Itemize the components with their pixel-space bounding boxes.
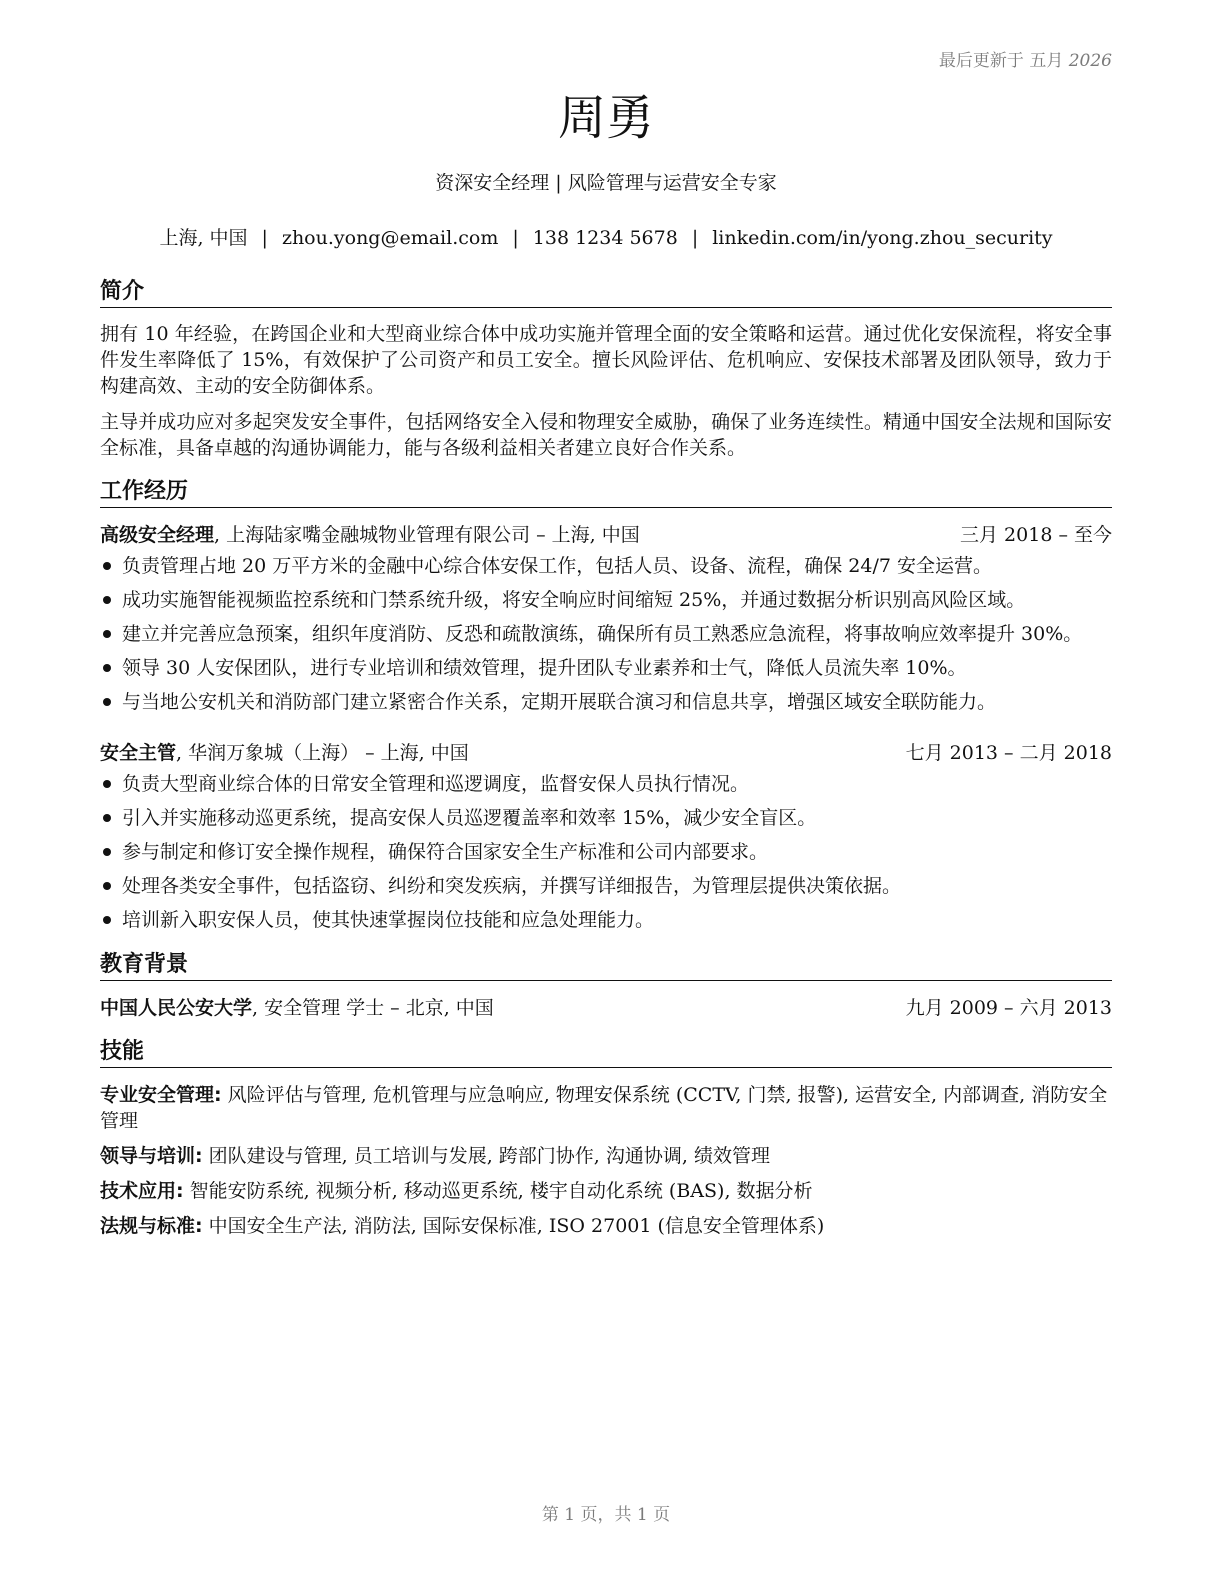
education-dates: 九月 2009 – 六月 2013 xyxy=(905,997,1112,1019)
job-dates: 三月 2018 – 至今 xyxy=(960,524,1112,546)
skill-value: 团队建设与管理, 员工培训与发展, 跨部门协作, 沟通协调, 绩效管理 xyxy=(202,1145,770,1167)
summary-paragraph: 拥有 10 年经验，在跨国企业和大型商业综合体中成功实施并管理全面的安全策略和运营。通过优化安保流程，将安全事件发生率降低了 15%，有效保护了公司资产和员工安全。擅长风险评估、危机响应、安保技术部署及团队领导，致力于构建高效、主动的安全防御体系。 xyxy=(100,323,1112,397)
section-title-summary: 简介 xyxy=(100,278,1112,308)
education-details: , 安全管理 学士 – 北京, 中国 xyxy=(252,997,494,1019)
list-item: 建立并完善应急预案，组织年度消防、反恐和疏散演练，确保所有员工熟悉应急流程，将事故响应效率提升 30%。 xyxy=(100,621,1112,655)
resume-page xyxy=(100,0,1112,1584)
contact-phone: 138 1234 5678 xyxy=(532,227,678,249)
summary-paragraph: 主导并成功应对多起突发安全事件，包括网络安全入侵和物理安全威胁，确保了业务连续性。精通中国安全法规和国际安全标准，具备卓越的沟通协调能力，能与各级利益相关者建立良好合作关系。 xyxy=(100,411,1112,459)
last-updated xyxy=(939,46,1112,71)
contact-separator: | xyxy=(512,227,519,249)
skill-label: 领导与培训: xyxy=(100,1145,203,1167)
contact-location: 上海, 中国 xyxy=(159,227,248,249)
job-bullets xyxy=(100,553,1112,723)
education-entry xyxy=(100,995,1112,1021)
skill-row xyxy=(100,1082,1112,1134)
section-title-experience: 工作经历 xyxy=(100,478,1112,508)
last-updated-label: 最后更新于 五月 xyxy=(938,51,1064,71)
skill-row xyxy=(100,1213,1112,1239)
page-footer: 第 1 页，共 1 页 xyxy=(541,1505,671,1525)
job-company: , 上海陆家嘴金融城物业管理有限公司 – 上海, 中国 xyxy=(214,524,640,546)
job-company: , 华润万象城（上海） – 上海, 中国 xyxy=(176,742,469,764)
candidate-name: 周勇 xyxy=(557,90,654,146)
contact-separator: | xyxy=(261,227,268,249)
contact-separator: | xyxy=(691,227,699,249)
list-item: 领导 30 人安保团队，进行专业培训和绩效管理，提升团队专业素养和士气，降低人员流失率 10%。 xyxy=(100,655,1112,689)
list-item: 处理各类安全事件，包括盗窃、纠纷和突发疾病，并撰写详细报告，为管理层提供决策依据。 xyxy=(100,873,1112,907)
list-item: 与当地公安机关和消防部门建立紧密合作关系，定期开展联合演习和信息共享，增强区域安全联防能力。 xyxy=(100,689,1112,723)
skill-value: 中国安全生产法, 消防法, 国际安保标准, ISO 27001 (信息安全管理体系) xyxy=(202,1215,825,1237)
section-title-skills: 技能 xyxy=(100,1038,1112,1068)
job-title: 安全主管 xyxy=(100,742,177,764)
skill-row xyxy=(100,1178,1112,1204)
section-title-education: 教育背景 xyxy=(100,951,1112,981)
job-dates: 七月 2013 – 二月 2018 xyxy=(905,742,1112,764)
list-item: 参与制定和修订安全操作规程，确保符合国家安全生产标准和公司内部要求。 xyxy=(100,839,1112,873)
contact-linkedin[interactable]: linkedin.com/in/yong.zhou_security xyxy=(712,227,1053,249)
last-updated-year: 2026 xyxy=(1068,51,1112,71)
job-title: 高级安全经理 xyxy=(100,524,215,546)
school-name: 中国人民公安大学 xyxy=(100,997,253,1019)
list-item: 负责大型商业综合体的日常安全管理和巡逻调度，监督安保人员执行情况。 xyxy=(100,771,1112,805)
skill-row xyxy=(100,1143,1112,1169)
headline: 资深安全经理 | 风险管理与运营安全专家 xyxy=(435,172,777,194)
list-item: 引入并实施移动巡更系统，提高安保人员巡逻覆盖率和效率 15%，减少安全盲区。 xyxy=(100,805,1112,839)
job-header xyxy=(100,522,1112,548)
job-header xyxy=(100,740,1112,766)
list-item: 成功实施智能视频监控系统和门禁系统升级，将安全响应时间缩短 25%，并通过数据分析识别高风险区域。 xyxy=(100,587,1112,621)
skill-label: 法规与标准: xyxy=(100,1215,203,1237)
list-item: 负责管理占地 20 万平方米的金融中心综合体安保工作，包括人员、设备、流程，确保 24/7 安全运营。 xyxy=(100,553,1112,587)
contact-line xyxy=(100,225,1112,251)
skill-label: 技术应用: xyxy=(100,1180,184,1202)
skill-value: 风险评估与管理, 危机管理与应急响应, 物理安保系统 (CCTV, 门禁, 报警), 运营安全, 内部调查, 消防安全管理 xyxy=(100,1084,1108,1132)
skill-label: 专业安全管理: xyxy=(100,1084,222,1106)
job-bullets xyxy=(100,771,1112,941)
contact-email[interactable]: zhou.yong@email.com xyxy=(281,227,499,249)
skill-value: 智能安防系统, 视频分析, 移动巡更系统, 楼宇自动化系统 (BAS), 数据分析 xyxy=(183,1180,813,1202)
list-item: 培训新入职安保人员，使其快速掌握岗位技能和应急处理能力。 xyxy=(100,907,1112,941)
